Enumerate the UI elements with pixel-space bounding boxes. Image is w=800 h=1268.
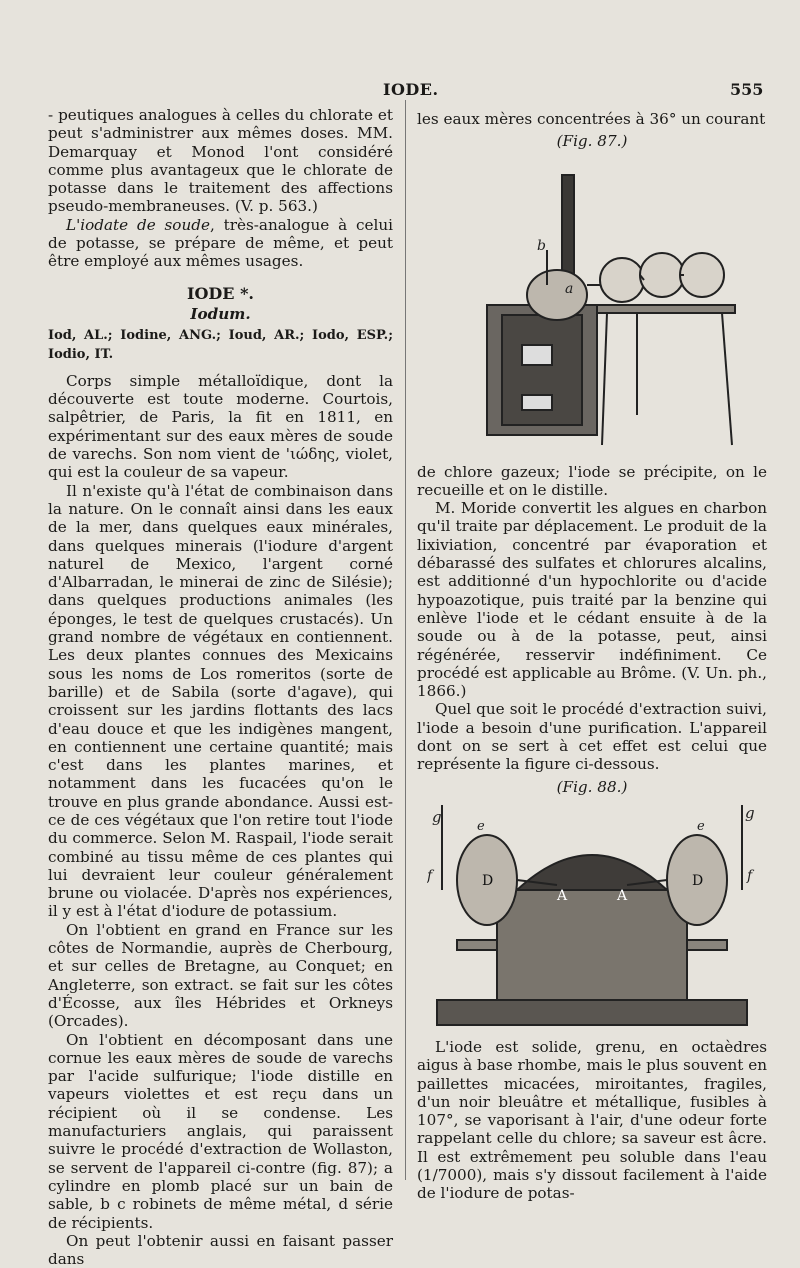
paragraph: Il n'existe qu'à l'état de combinaison dans la nature. On le connaît ainsi dans les eaux de la mer, dans quelques eaux minérales, dans quelques minerais (l'iodure d'argent naturel de Mexico, l'argent corné d'Albarradan, le minerai de zinc de Silésie); dans quelques productions animales (les éponges, le test de quelques crustacés). Un grand nombre de végétaux en contiennent. Les deux plantes connues des Mexicains sous les noms de Los romeritos (sorte de barille) et de Sabila (sorte d'agave), qui croissent sur les jardins flottants des lacs d'eau douce et que les indigènes mangent, en contiennent une certaine quantité; mais c'est dans les plantes marines, et notamment dans les fucacées qu'on le trouve en plus grande abondance. Aussi est-ce de ces végétaux que l'on retire tout l'iode du commerce. Selon M. Raspail, l'iode serait combiné au tissu même de ces plantes qui lui devraient leur couleur généralement brune ou violacée. D'après nos expériences, il y est à l'état d'iodure de potassium. (48, 481, 393, 921)
paragraph: M. Moride convertit les algues en charbon qu'il traite par déplacement. Le produit de la lixiviation, concentré par évaporation et débarassé des sulfates et chlorures alcalins, est additionné d'un hypochlorite ou d'acide hypoazotique, puis traité par la benzine qui enlève l'iode et le cédant ensuite à de la soude ou à de la potasse, peut, ainsi régénérée, resservir indéfiniment. Ce procédé est applicable au Brôme. (V. Un. ph., 1866.) (417, 499, 767, 701)
figure-87-apparatus (447, 155, 737, 455)
article-latin-name: Iodum. (190, 304, 251, 323)
label-e: e (477, 818, 485, 834)
paragraph: Corps simple métalloïdique, dont la découverte est toute moderne. Courtois, salpêtrier, de Paris, la fit en 1811, en expérimentant sur des eaux mères de soude de varechs. Son nom vient de 'ιώδης, violet, qui est la couleur de sa vapeur. (48, 371, 393, 482)
label-D: D (692, 872, 704, 889)
label-A: A (557, 887, 568, 904)
label-D: D (482, 872, 494, 889)
running-title: IODE. (383, 80, 439, 99)
paragraph: L'iode est solide, grenu, en octaèdres aigus à base rhombe, mais le plus souvent en paillettes micacées, miroitantes, fragiles, d'un noir bleuâtre et métallique, fusibles à 107°, se vaporisant à l'air, d'une odeur forte rappelant celle du chlore; sa saveur est âcre. Il est extrêmement peu soluble dans l'eau (1/7000), mais s'y dissout facilement à l'aide de l'iodure de potas- (417, 1037, 767, 1203)
paragraph: On l'obtient en décomposant dans une cornue les eaux mères de soude de varechs par l'acide sulfurique; l'iode distille en vapeurs violettes et est reçu dans un récipient où il se condense. Les manufacturiers anglais, qui paraissent suivre le procédé d'extraction de Wollaston, se servent de l'appareil ci-contre (fig. 87); a cylindre en plomb placé sur un bain de sable, b c robinets de même métal, d série de récipients. (48, 1030, 393, 1232)
article-title: IODE *. (187, 283, 254, 303)
label-f: f (427, 867, 433, 884)
running-header (0, 78, 800, 106)
paragraph: - peutiques analogues à celles du chlorate et peut s'administrer aux mêmes doses. MM. Demarquay et Monod l'ont considéré comme plus avantageux que le chlorate de potasse dans le traitement des affections pseudo-membraneuses. (V. p. 563.) (48, 106, 393, 216)
label-a: a (565, 280, 574, 297)
right-column (417, 110, 767, 1203)
paragraph: les eaux mères concentrées à 36° un courant (417, 110, 766, 128)
label-e: e (697, 818, 705, 834)
label-g: g (432, 807, 442, 826)
page-number: 555 (730, 80, 764, 99)
synonyms-line: Iod, AL.; Iodine, ANG.; Ioud, AR.; Iodo, ESP.; Iodio, IT. (48, 328, 393, 362)
label-f: f (747, 867, 753, 884)
paragraph-iodate (48, 216, 393, 271)
paragraph: de chlore gazeux; l'iode se précipite, on le recueille et on le distille. (417, 462, 767, 499)
label-g: g (745, 803, 755, 822)
paragraph: On peut l'obtenir aussi en faisant passer dans (48, 1231, 393, 1268)
column-divider (405, 100, 406, 1180)
paragraph-text: , très-analogue à celui de potasse, se prépare de même, et peut être employé aux mêmes usages. (48, 215, 393, 271)
left-column (48, 106, 393, 1268)
figure-88-caption: (Fig. 88.) (556, 777, 628, 796)
figure-88-apparatus (427, 800, 757, 1030)
paragraph: On l'obtient en grand en France sur les côtes de Normandie, auprès de Cherbourg, et sur celles de Bretagne, au Conquet; en Angleterre, son extract. se fait sur les côtes d'Écosse, aux îles Hébrides et Orkneys (Orcades). (48, 920, 393, 1031)
paragraph: Quel que soit le procédé d'extraction suivi, l'iode a besoin d'une purification. L'appareil dont on se sert à cet effet est celui que représente la figure ci-dessous. (417, 700, 767, 774)
label-A: A (617, 887, 628, 904)
label-b: b (537, 237, 546, 254)
iodate-term: L'iodate de soude (66, 215, 210, 234)
figure-87-caption: (Fig. 87.) (556, 132, 628, 151)
